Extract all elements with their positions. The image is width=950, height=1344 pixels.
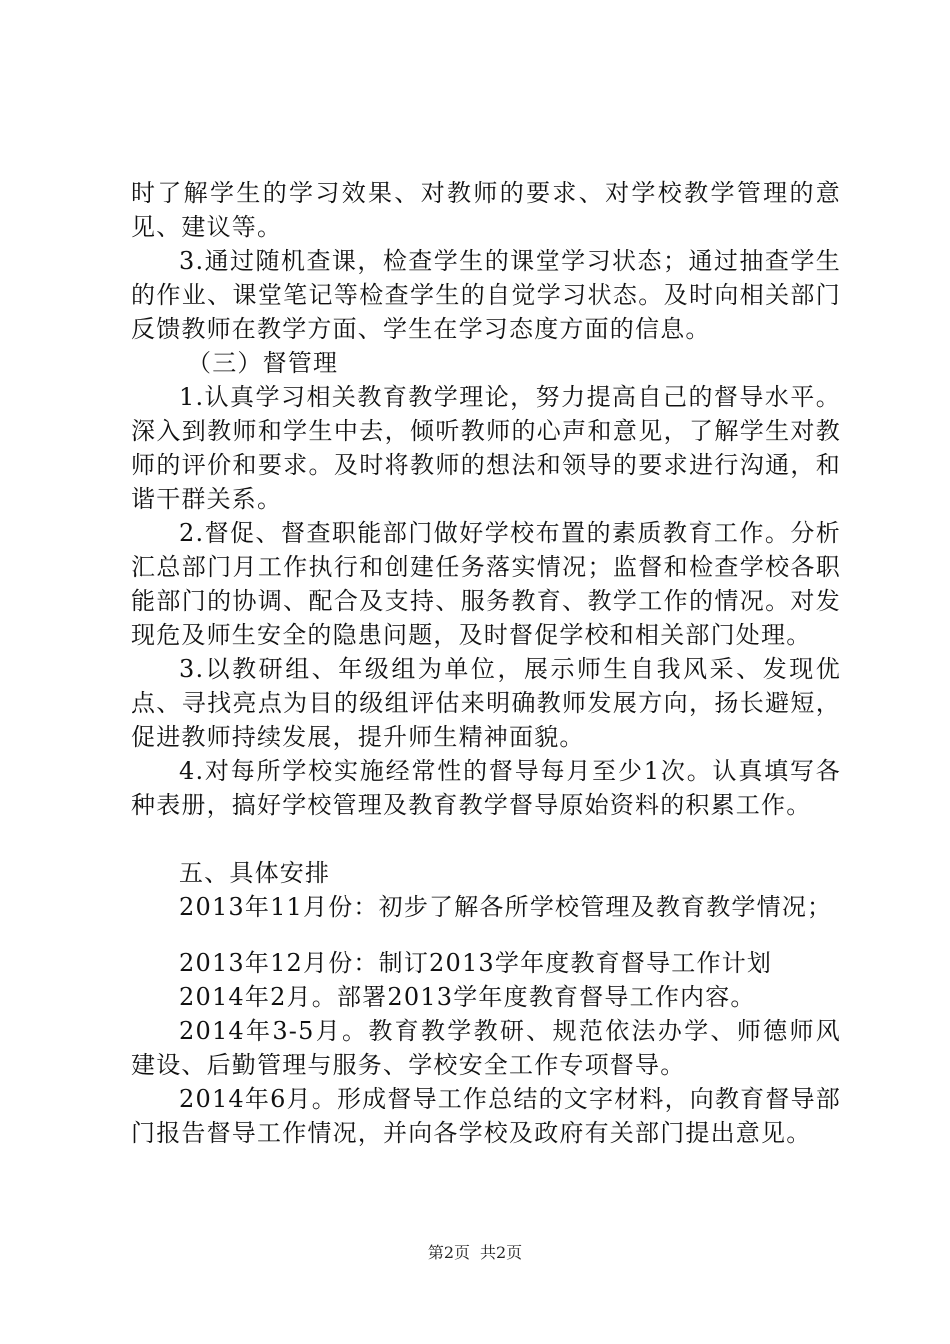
- document-body: [131, 176, 841, 1150]
- page-footer: [0, 1243, 950, 1263]
- page-total: 共2页: [480, 1243, 523, 1262]
- schedule-item-2014-02: 2014年2月。部署2013学年度教育督导工作内容。: [179, 983, 756, 1011]
- schedule-item-2013-12: 2013年12月份：制订2013学年度教育督导工作计划: [179, 949, 773, 977]
- section-heading-schedule: 五、具体安排: [179, 859, 331, 887]
- paragraph-continuation: 时了解学生的学习效果、对教师的要求、对学校教学管理的意见、建议等。: [131, 179, 841, 241]
- paragraph-item-3-showcase: 3.以教研组、年级组为单位，展示师生自我风采、发现优点、寻找亮点为目的级组评估来明确教师发展方向，扬长避短，促进教师持续发展，提升师生精神面貌。: [131, 655, 841, 751]
- paragraph-item-3-classroom-check: 3.通过随机查课，检查学生的课堂学习状态；通过抽查学生的作业、课堂笔记等检查学生的自觉学习状态。及时向相关部门反馈教师在教学方面、学生在学习态度方面的信息。: [131, 247, 841, 343]
- section-heading-supervise-management: （三）督管理: [187, 349, 339, 377]
- schedule-item-2014-03-05: 2014年3-5月。教育教学教研、规范依法办学、师德师风建设、后勤管理与服务、学校安全工作专项督导。: [131, 1017, 841, 1079]
- schedule-item-2014-06: 2014年6月。形成督导工作总结的文字材料，向教育督导部门报告督导工作情况，并向各学校及政府有关部门提出意见。: [131, 1085, 841, 1147]
- paragraph-item-4-monthly-supervision: 4.对每所学校实施经常性的督导每月至少1次。认真填写各种表册，搞好学校管理及教育教学督导原始资料的积累工作。: [131, 757, 841, 819]
- paragraph-item-2-supervise-departments: 2.督促、督查职能部门做好学校布置的素质教育工作。分析汇总部门月工作执行和创建任务落实情况；监督和检查学校各职能部门的协调、配合及支持、服务教育、教学工作的情况。对发现危及师生安全的隐患问题，及时督促学校和相关部门处理。: [131, 519, 841, 649]
- schedule-item-2013-11: 2013年11月份：初步了解各所学校管理及教育教学情况；: [179, 893, 833, 921]
- page-number: 第2页: [427, 1243, 470, 1262]
- paragraph-item-1-study-theory: 1.认真学习相关教育教学理论，努力提高自己的督导水平。深入到教师和学生中去，倾听教师的心声和意见，了解学生对教师的评价和要求。及时将教师的想法和领导的要求进行沟通，和谐干群关系。: [131, 383, 841, 513]
